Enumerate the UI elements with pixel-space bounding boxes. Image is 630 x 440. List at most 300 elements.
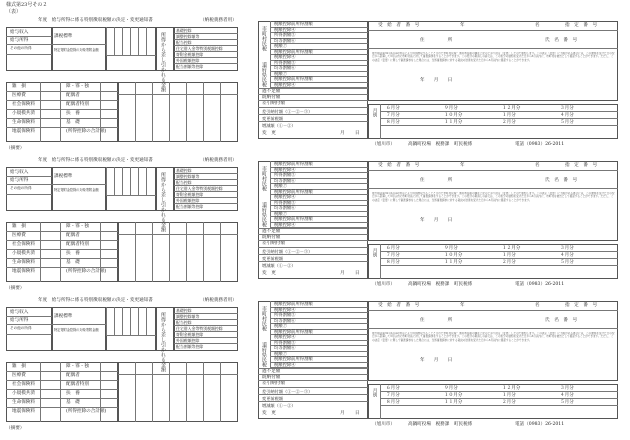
rule-line [6, 380, 118, 381]
rule-line [60, 222, 61, 282]
bottom-row-label: 過不足額 [262, 369, 281, 374]
rule-line [258, 261, 368, 262]
rule-line [258, 228, 368, 229]
deduction-label: 地震保険料 [12, 409, 35, 414]
tax-row-label: 税額控除④ [274, 167, 296, 173]
phone-label: 電話（0983）26-2011 [515, 142, 565, 147]
tax-row-label: 税額⑦ [274, 324, 287, 329]
change-row-label: 差引納付額（①－②－③） [262, 249, 313, 254]
label-taxable: 課税標準 [54, 174, 73, 179]
rule-line [6, 316, 52, 317]
period-label: 月別 [372, 388, 377, 398]
rule-line [6, 398, 118, 399]
rule-line [380, 391, 618, 392]
legal-footnote: 地方税法第321条の4の規定により特別徴収することとされた市町村民税・道府県民税の額を上記のとおり決定（変更）したので通知します。この決定（変更）に不服がある場合には、この通知を受けた日の翌日から起算して3月以内に市町村長に対して審査請求をすることができます。この処分の取消しの訴えは、この処分の通知を受けた日から6月以内に、市町村を被告として提起することができます。ただし、この決定（変更）に関して審査請求をした場合には、当該審査請求に対する裁決の送達を受けた日から6月以内に提起することができます。 [372, 192, 615, 202]
henko-label: 変 更 [262, 131, 276, 136]
rule-line [122, 27, 123, 55]
deduction-label: 小規模共済 [12, 111, 35, 116]
change-row-label: 差引納付額（①－②－③） [262, 109, 313, 114]
legal-footnote: 地方税法第321条の4の規定により特別徴収することとされた市町村民税・道府県民税の額を上記のとおり決定（変更）したので通知します。この決定（変更）に不服がある場合には、この通知を受けた日の翌日から起算して3月以内に市町村長に対して審査請求をすることができます。この処分の取消しの訴えは、この処分の通知を受けた日から6月以内に、市町村を被告として提起することができます。ただし、この決定（変更）に関して審査請求をした場合には、当該審査請求に対する裁決の送達を受けた日から6月以内に提起することができます。 [372, 332, 615, 342]
month-cell: ７月分 [386, 393, 400, 398]
rule-line [174, 313, 238, 314]
tax-row-label: 税額控除前所得割額 [274, 302, 313, 307]
tax-row-label: 均等割額⑥ [274, 38, 296, 44]
tax-row-label: 所得割額⑤ [274, 60, 296, 66]
rule-line [114, 27, 115, 55]
month-cell: ４月分 [560, 113, 574, 118]
day-label: 日 [355, 271, 360, 276]
rule-line [100, 362, 101, 422]
special-no-label: 指 定 番 号 [565, 163, 598, 168]
bottom-row-label: 過不足額 [262, 229, 281, 234]
month-label: 月 [340, 271, 345, 276]
name-label: 名 [535, 23, 540, 28]
adjust-label: 寄附金税額控除 [176, 192, 204, 197]
rule-line [52, 324, 106, 325]
deduction-label: 社会保険料 [12, 102, 35, 107]
deduction-label: 雑 損 [12, 224, 26, 229]
tax-row-label: 税額⑦ [274, 184, 287, 189]
label-kyuyo: 給与収入 [10, 170, 29, 175]
rule-line [6, 44, 52, 45]
month-cell: ４月分 [560, 393, 574, 398]
label-kyuyo: 給与収入 [10, 310, 29, 315]
rule-line [6, 240, 118, 241]
family-label: 配偶者特別 [66, 242, 89, 247]
month-cell: ６月分 [386, 246, 400, 251]
family-label: 基 礎 [66, 260, 80, 265]
receiver-no-label: 受 給 者 番 号 [378, 303, 420, 308]
rule-line [6, 389, 118, 390]
rule-line [106, 27, 107, 55]
col-city: 市町村民税 [261, 26, 267, 51]
rule-line [368, 30, 618, 31]
rule-line [122, 167, 123, 195]
section-title: 年度 給与所得に係る特別徴収税額の決定・変更通知書 [38, 158, 153, 163]
adjust-label: 外国税額控除 [176, 338, 200, 343]
rule-line [258, 394, 368, 395]
copy-label: （納税義務者用） [200, 298, 237, 303]
deduction-label: 生命保険料 [12, 120, 35, 125]
deduction-label: 生命保険料 [12, 400, 35, 405]
rule-line [6, 91, 118, 92]
adjust-label: 配当割額等控除 [176, 64, 204, 69]
month-cell: １０月分 [444, 113, 463, 118]
receiver-no-label: 受 給 者 番 号 [378, 23, 420, 28]
adjust-label: 基礎控除 [176, 168, 192, 173]
rule-line [118, 374, 238, 375]
month-cell: ９月分 [444, 106, 458, 111]
label-other-income: その他の所得 [10, 326, 32, 330]
phone-label: 電話（0983）26-2011 [515, 282, 565, 287]
address-label: 住 所 [420, 318, 453, 323]
month-cell: １月分 [502, 253, 516, 258]
rule-line [258, 401, 368, 402]
section-title: 年度 給与所得に係る特別徴収税額の決定・変更通知書 [38, 298, 153, 303]
rule-line [152, 82, 153, 142]
special-no-label: 指 定 番 号 [565, 303, 598, 308]
bottom-row-label: 差引納付額 [262, 101, 285, 106]
adjust-label: 配当控除 [176, 180, 192, 185]
rule-line [106, 167, 107, 195]
deduction-label: 医療費 [12, 233, 26, 238]
rule-line [60, 82, 61, 142]
rule-line [40, 222, 41, 282]
deduction-label: 医療費 [12, 373, 26, 378]
adjust-label: 住宅借入金等特別税額控除 [176, 186, 223, 191]
adjust-label: 配当割額等控除 [176, 204, 204, 209]
tax-row-label: 税額⑦ [274, 351, 287, 357]
rule-line [368, 310, 618, 311]
rule-line [106, 195, 156, 196]
change-row-label: 増減額（①－②） [262, 263, 296, 268]
name-label: 名 [535, 163, 540, 168]
rule-line [186, 222, 187, 282]
family-label: 障・寡・独 [66, 84, 89, 89]
change-row-label: 増減額（①－②） [262, 403, 296, 408]
adjust-label: 配当割額等控除 [176, 344, 204, 349]
person-name-label: 氏 名 番 号 [545, 38, 578, 43]
issuer-label: 高鍋町役場 税務課 町民税係 [408, 282, 473, 287]
rule-line [114, 307, 115, 335]
issuer-label: 高鍋町役場 税務課 町民税係 [408, 422, 473, 427]
city-label: （旭川市） [372, 282, 395, 287]
rule-line [169, 222, 170, 282]
deduction-label: 小規模共済 [12, 391, 35, 396]
henko-label: 変 更 [262, 411, 276, 416]
rule-line [174, 33, 238, 34]
col-city: 市町村民税 [261, 166, 267, 191]
rule-line [203, 82, 204, 142]
months-table [368, 244, 618, 279]
month-cell: ２月分 [502, 400, 516, 405]
rule-line [220, 82, 221, 142]
rule-line [130, 307, 131, 335]
rule-line [169, 82, 170, 142]
rule-line [174, 337, 238, 338]
rule-line [174, 325, 238, 326]
rule-line [174, 319, 238, 320]
label-kojo: 所得から差し引かれる金額 [160, 172, 166, 232]
change-row-label: 変更前税額 [262, 256, 283, 261]
tax-row-label: 税額控除前所得割額 [274, 189, 313, 195]
months-table [368, 384, 618, 419]
notes-label: （摘要） [6, 286, 25, 291]
rule-line [100, 222, 101, 282]
rule-line [174, 179, 238, 180]
label-kojo: 所得から差し引かれる金額 [160, 32, 166, 92]
family-label: (所得控除の合計額) [66, 269, 107, 274]
col-pref: 道府県民税 [261, 202, 267, 227]
label-taxable: 課税標準 [54, 314, 73, 319]
deduction-label: 地震保険料 [12, 129, 35, 134]
rule-line [6, 194, 52, 195]
tax-row-label: 税額控除前所得割額 [274, 357, 313, 362]
bottom-row-label: 既納付額 [262, 375, 281, 380]
rule-line [6, 127, 118, 128]
rule-line [130, 167, 131, 195]
rule-line [138, 307, 139, 335]
henko-label: 変 更 [262, 271, 276, 276]
person-name-label: 氏 名 番 号 [545, 318, 578, 323]
person-name-label: 氏 名 番 号 [545, 178, 578, 183]
rule-line [174, 51, 238, 52]
rule-line [174, 63, 238, 64]
rule-line [380, 111, 618, 112]
rule-line [203, 362, 204, 422]
special-no-label: 指 定 番 号 [565, 23, 598, 28]
family-label: 扶 養 [66, 251, 80, 256]
tax-row-label: 税額控除④ [274, 82, 296, 88]
tax-row-label: 税額控除前所得割額 [274, 217, 313, 222]
address-label: 住 所 [420, 178, 453, 183]
tax-row-label: 所得割額⑤ [274, 313, 296, 318]
notes-label: （摘要） [6, 146, 25, 151]
day-label: 日 [355, 411, 360, 416]
tax-row-label: 所得割額⑤ [274, 33, 296, 38]
rule-line [174, 191, 238, 192]
adjust-label: 配当控除 [176, 320, 192, 325]
family-label: 配偶者 [66, 233, 80, 238]
family-label: 障・寡・独 [66, 364, 89, 369]
family-label: 配偶者特別 [66, 102, 89, 107]
tax-row-label: 税額⑦ [274, 211, 287, 217]
rule-line [114, 167, 115, 195]
bottom-row-label: 差引納付額 [262, 381, 285, 386]
adjust-label: 外国税額控除 [176, 198, 200, 203]
tax-row-label: 税額控除④ [274, 27, 296, 33]
tax-row-label: 税額控除④ [274, 362, 296, 368]
form-side: （表） [6, 9, 22, 15]
rule-line [106, 55, 156, 56]
tax-row-label: 税額控除前所得割額 [274, 22, 313, 27]
day-label: 日 [355, 131, 360, 136]
rule-line [258, 240, 368, 241]
adjust-label: 基礎控除 [176, 308, 192, 313]
tax-row-label: 税額⑦ [274, 44, 287, 49]
rule-line [6, 334, 52, 335]
tax-row-label: 所得割額⑤ [274, 340, 296, 346]
col-pref: 道府県民税 [261, 342, 267, 367]
rule-line [52, 184, 106, 185]
rule-line [380, 265, 618, 266]
rule-line [174, 197, 238, 198]
rule-line [40, 362, 41, 422]
rule-line [40, 82, 41, 142]
rule-line [169, 362, 170, 422]
rule-line [122, 307, 123, 335]
date-label: 年 月 日 [420, 358, 453, 363]
month-cell: ９月分 [444, 246, 458, 251]
label-kyuyo2: 給与所得 [10, 318, 29, 323]
tax-row-label: 税額控除前所得割額 [274, 49, 313, 55]
rule-line [138, 27, 139, 55]
month-cell: ６月分 [386, 386, 400, 391]
change-row-label: 差引納付額（①－②－③） [262, 389, 313, 394]
rule-line [258, 247, 368, 248]
month-label: 月 [340, 131, 345, 136]
adjust-label: 配当控除 [176, 40, 192, 45]
tax-row-label: 税額控除④ [274, 222, 296, 228]
rule-line [135, 362, 136, 422]
family-label: (所得控除の合計額) [66, 129, 107, 134]
deduction-label: 小規模共済 [12, 251, 35, 256]
col-pref: 道府県民税 [261, 62, 267, 87]
rule-line [380, 104, 381, 139]
label-special: 特定寄附金控除の対象寄附金額 [54, 188, 99, 192]
name-label: 名 [535, 303, 540, 308]
family-label: 配偶者 [66, 373, 80, 378]
rule-line [6, 176, 52, 177]
adjust-label: 調整控除額等 [176, 314, 200, 319]
form-number: 様式第23号その２ [6, 2, 48, 8]
rule-line [6, 109, 118, 110]
rule-line [152, 222, 153, 282]
rule-line [6, 371, 118, 372]
city-label: （旭川市） [372, 422, 395, 427]
rule-line [6, 36, 52, 37]
rule-line [138, 167, 139, 195]
date-label: 年 月 日 [420, 78, 453, 83]
month-cell: ３月分 [560, 246, 574, 251]
tax-row-label: 均等割額⑥ [274, 178, 296, 184]
month-cell: １０月分 [444, 393, 463, 398]
period-label: 月別 [372, 248, 377, 258]
address-label: 住 所 [420, 38, 453, 43]
tax-row-label: 均等割額⑥ [274, 66, 296, 71]
family-label: 障・寡・独 [66, 224, 89, 229]
change-row-label: 増減額（①－②） [262, 123, 296, 128]
rule-line [135, 222, 136, 282]
month-cell: ８月分 [386, 260, 400, 265]
tax-row-label: 税額控除④ [274, 195, 296, 200]
label-kojo: 所得から差し引かれる金額 [160, 312, 166, 372]
city-label: （旭川市） [372, 142, 395, 147]
adjust-label: 外国税額控除 [176, 58, 200, 63]
rule-line [106, 307, 107, 335]
rule-line [6, 100, 118, 101]
rule-line [6, 118, 118, 119]
month-cell: １１月分 [444, 260, 463, 265]
family-label: (所得控除の合計額) [66, 409, 107, 414]
month-cell: １月分 [502, 393, 516, 398]
month-cell: ７月分 [386, 113, 400, 118]
month-cell: ２月分 [502, 120, 516, 125]
rule-line [118, 234, 238, 235]
rule-line [368, 328, 618, 329]
deduction-label: 医療費 [12, 93, 26, 98]
rule-line [6, 324, 52, 325]
family-label: 扶 養 [66, 391, 80, 396]
tax-row-label: 均等割額⑥ [274, 346, 296, 351]
deduction-label: 雑 損 [12, 364, 26, 369]
change-row-label: 変更前税額 [262, 116, 283, 121]
family-label: 基 礎 [66, 120, 80, 125]
family-label: 扶 養 [66, 111, 80, 116]
rule-line [186, 362, 187, 422]
month-label: 月 [340, 411, 345, 416]
adjust-label: 寄附金税額控除 [176, 332, 204, 337]
month-cell: ３月分 [560, 106, 574, 111]
rule-line [118, 94, 238, 95]
rule-line [380, 398, 618, 399]
label-other-income: その他の所得 [10, 46, 32, 50]
label-kyuyo2: 給与所得 [10, 178, 29, 183]
month-cell: １０月分 [444, 253, 463, 258]
rule-line [380, 251, 618, 252]
months-table [368, 104, 618, 139]
rule-line [6, 258, 118, 259]
rule-line [152, 362, 153, 422]
deduction-label: 生命保険料 [12, 260, 35, 265]
year-label: 年 [460, 303, 465, 308]
notes-label: （摘要） [6, 426, 25, 431]
rule-line [368, 188, 618, 189]
rule-line [220, 362, 221, 422]
tax-row-label: 税額控除④ [274, 307, 296, 313]
rule-line [380, 384, 381, 419]
rule-line [6, 407, 118, 408]
rule-line [258, 368, 368, 369]
month-cell: ３月分 [560, 386, 574, 391]
deduction-label: 雑 損 [12, 84, 26, 89]
rule-line [6, 231, 118, 232]
rule-line [6, 54, 52, 55]
rule-line [174, 173, 238, 174]
rule-line [258, 94, 368, 95]
rule-line [258, 107, 368, 108]
rule-line [174, 203, 238, 204]
family-label: 配偶者特別 [66, 382, 89, 387]
month-cell: ５月分 [560, 260, 574, 265]
rule-line [380, 405, 618, 406]
section-title: 年度 給与所得に係る特別徴収税額の決定・変更通知書 [38, 18, 153, 23]
month-cell: ８月分 [386, 400, 400, 405]
month-cell: ５月分 [560, 120, 574, 125]
rule-line [380, 244, 381, 279]
tax-row-label: 税額控除前所得割額 [274, 162, 313, 167]
rule-line [368, 170, 618, 171]
month-cell: １２月分 [502, 386, 521, 391]
receiver-no-label: 受 給 者 番 号 [378, 163, 420, 168]
legal-footnote: 地方税法第321条の4の規定により特別徴収することとされた市町村民税・道府県民税の額を上記のとおり決定（変更）したので通知します。この決定（変更）に不服がある場合には、この通知を受けた日の翌日から起算して3月以内に市町村長に対して審査請求をすることができます。この処分の取消しの訴えは、この処分の通知を受けた日から6月以内に、市町村を被告として提起することができます。ただし、この決定（変更）に関して審査請求をした場合には、当該審査請求に対する裁決の送達を受けた日から6月以内に提起することができます。 [372, 52, 615, 62]
month-cell: １２月分 [502, 106, 521, 111]
family-label: 基 礎 [66, 400, 80, 405]
rule-line [60, 362, 61, 422]
change-row-label: 変更前税額 [262, 396, 283, 401]
adjust-label: 調整控除額等 [176, 174, 200, 179]
month-cell: ６月分 [386, 106, 400, 111]
rule-line [146, 307, 147, 335]
tax-row-label: 均等割額⑥ [274, 206, 296, 211]
label-kyuyo2: 給与所得 [10, 38, 29, 43]
tax-row-label: 税額⑦ [274, 71, 287, 77]
adjust-label: 住宅借入金等特別税額控除 [176, 46, 223, 51]
rule-line [130, 27, 131, 55]
rule-line [174, 343, 238, 344]
rule-line [6, 184, 52, 185]
rule-line [6, 267, 118, 268]
deduction-label: 地震保険料 [12, 269, 35, 274]
year-label: 年 [460, 23, 465, 28]
label-taxable: 課税標準 [54, 34, 73, 39]
rule-line [258, 121, 368, 122]
rule-line [174, 45, 238, 46]
bottom-row-label: 既納付額 [262, 95, 281, 100]
month-cell: ２月分 [502, 260, 516, 265]
rule-line [380, 118, 618, 119]
rule-line [186, 82, 187, 142]
